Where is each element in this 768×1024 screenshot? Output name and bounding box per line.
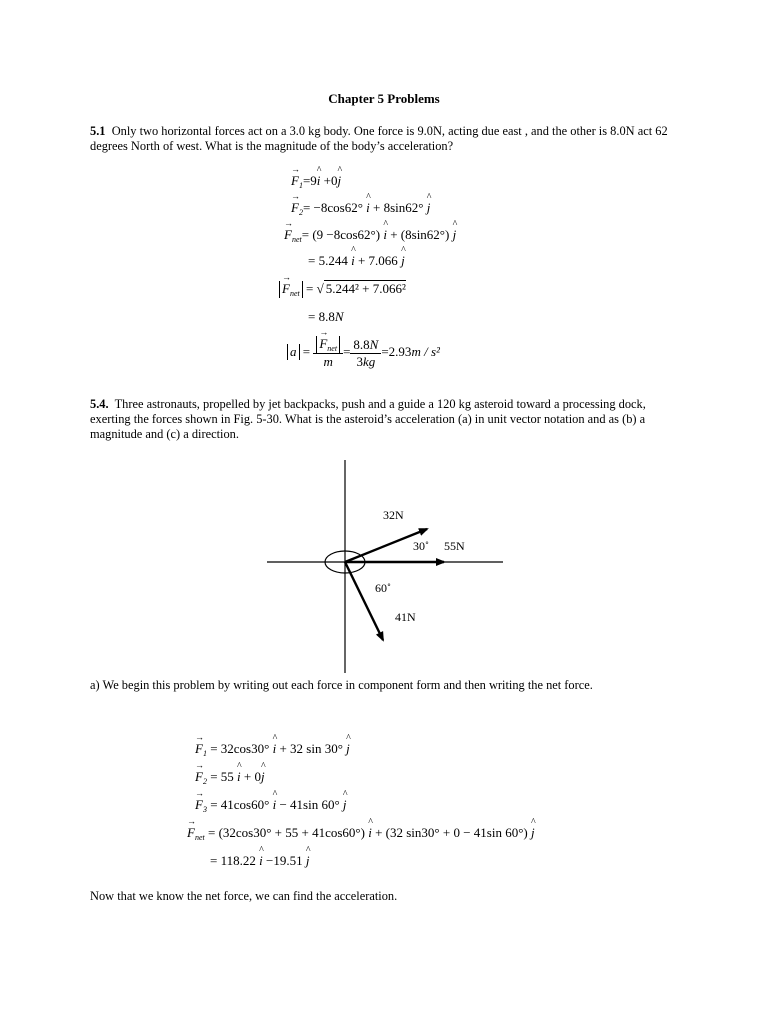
equation-f1: → $F_1=9\^{}$ i +0^ j [291,173,341,190]
problem-statement: Only two horizontal forces act on a 3.0 kg body. One force is 9.0N, acting due east , and the other is 8.0N act 62 degrees North of west. What is the magnitude of the body’s acceleration? [90,124,668,153]
equation-acceleration: a = → $\frac{F_{net}}{m}$ = $\frac{8.8N}{3kg}$ =2.93m / s² [287,336,440,370]
label-55n: 55N [444,539,465,553]
label-angle-60: 60˚ [375,581,391,595]
problem-number: 5.1 [90,124,106,138]
label-32n: 32N [383,508,404,522]
equation-f3: → $F_3 = 41\cos 60^\circ$ ^ i − 41sin 60° ^ j [195,797,347,814]
part-a-text: a) We begin this problem by writing out each force in component form and then writing the net force. [90,678,593,692]
closing-text: Now that we know the net force, we can find the acceleration. [90,889,398,903]
equation-fnet-components: = 5.244 ^ i + 7.066 ^ j [308,253,405,269]
problem-statement: Three astronauts, propelled by jet backpacks, push and a guide a 120 kg asteroid toward a processing dock, exerting the forces shown in Fig. 5-30. What is the asteroid’s acceleration (a) in unit vector notation and as (b) a magnitude and (c) a direction. [90,397,646,441]
force-arrow-41n [345,562,383,640]
label-angle-30: 30˚ [413,539,429,553]
equation-f1: → $F_1 = 32\cos 30^\circ$ ^ i + 32 sin 30° ^ j [195,741,350,758]
problem-number: 5.4. [90,397,109,411]
page-title: Chapter 5 Problems [328,91,440,106]
equation-fnet: → $F_{net}= (9 -8\cos 62^\circ)$ ^ i + (8sin62°) ^ j [284,227,456,244]
equation-f2: → $F_2 = 55$ ^ i + 0^ j [195,769,265,786]
equation-magnitude-result: = 8.8N [308,309,344,324]
equation-fnet-magnitude: → $F_{net}$ = √ 5.244² + 7.066² [279,281,406,298]
equation-fnet-result: = 118.22 ^ i −19.51 ^ j [210,853,309,869]
equation-fnet: → $F_{net} = (32\cos 30^\circ + 55 + 41\cos 60^\circ)$ ^ i + (32 sin30° + 0 − 41sin 60°) ^ j [187,825,535,842]
equation-f2: → $F_2= -8\cos 62^\circ$ ^ i + 8sin62° ^ j [291,200,430,217]
label-41n: 41N [395,610,416,624]
